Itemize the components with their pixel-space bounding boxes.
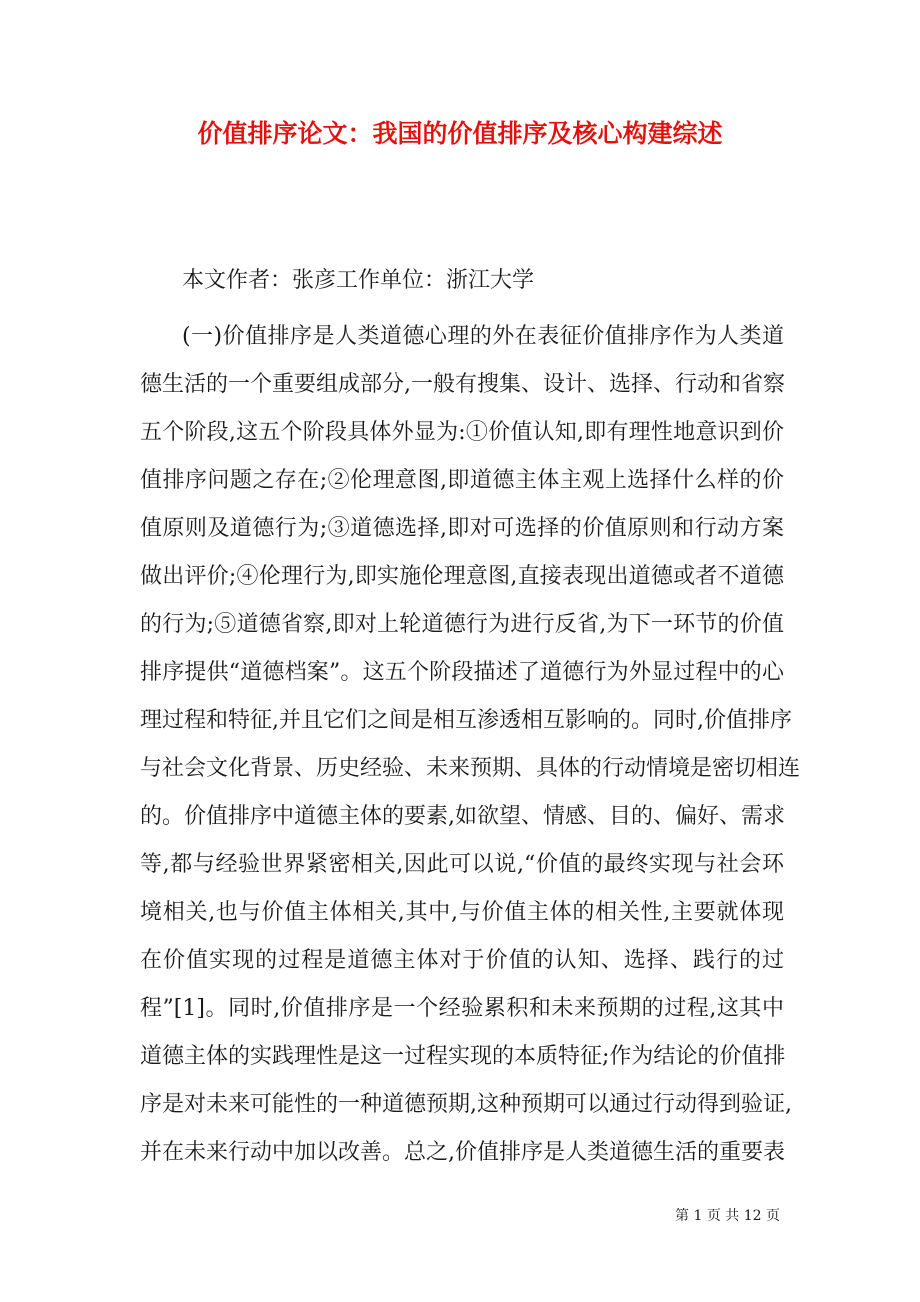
page-number: 第 1 页 共 12 页 xyxy=(675,1208,780,1224)
body-line: 序是对未来可能性的一种道德预期,这种预期可以通过行动得到验证, xyxy=(140,1092,792,1117)
body-line: 与社会文化背景、历史经验、未来预期、具体的行动情境是密切相连 xyxy=(140,756,801,781)
author-byline: 本文作者：张彦工作单位：浙江大学 xyxy=(182,268,535,293)
body-line: 等,都与经验世界紧密相关,因此可以说,“价值的最终实现与社会环 xyxy=(140,852,784,877)
body-line: 值原则及道德行为;③道德选择,即对可选择的价值原则和行动方案 xyxy=(140,516,784,541)
body-paragraph xyxy=(140,313,801,1177)
body-line: 五个阶段,这五个阶段具体外显为:①价值认知,即有理性地意识到价 xyxy=(140,420,784,445)
body-line: (一)价值排序是人类道德心理的外在表征价值排序作为人类道 xyxy=(182,324,784,349)
body-line: 在价值实现的过程是道德主体对于价值的认知、选择、践行的过 xyxy=(140,948,784,973)
body-line: 的行为;⑤道德省察,即对上轮道德行为进行反省,为下一环节的价值 xyxy=(140,612,784,637)
body-line: 理过程和特征,并且它们之间是相互渗透相互影响的。同时,价值排序 xyxy=(140,708,792,733)
document-title: 价值排序论文：我国的价值排序及核心构建综述 xyxy=(197,119,723,148)
body-line: 道德主体的实践理性是这一过程实现的本质特征;作为结论的价值排 xyxy=(140,1044,786,1069)
body-line: 的。价值排序中道德主体的要素,如欲望、情感、目的、偏好、需求 xyxy=(140,804,785,829)
body-line: 排序提供“道德档案”。这五个阶段描述了道德行为外显过程中的心 xyxy=(140,660,784,685)
body-line: 并在未来行动中加以改善。总之,价值排序是人类道德生活的重要表 xyxy=(140,1140,785,1165)
body-line: 德生活的一个重要组成部分,一般有搜集、设计、选择、行动和省察 xyxy=(140,372,785,397)
body-line: 程”[1]。同时,价值排序是一个经验累积和未来预期的过程,这其中 xyxy=(140,996,784,1021)
body-line: 值排序问题之存在;②伦理意图,即道德主体主观上选择什么样的价 xyxy=(140,468,784,493)
body-line: 境相关,也与价值主体相关,其中,与价值主体的相关性,主要就体现 xyxy=(140,900,784,925)
body-line: 做出评价;④伦理行为,即实施伦理意图,直接表现出道德或者不道德 xyxy=(140,564,784,589)
